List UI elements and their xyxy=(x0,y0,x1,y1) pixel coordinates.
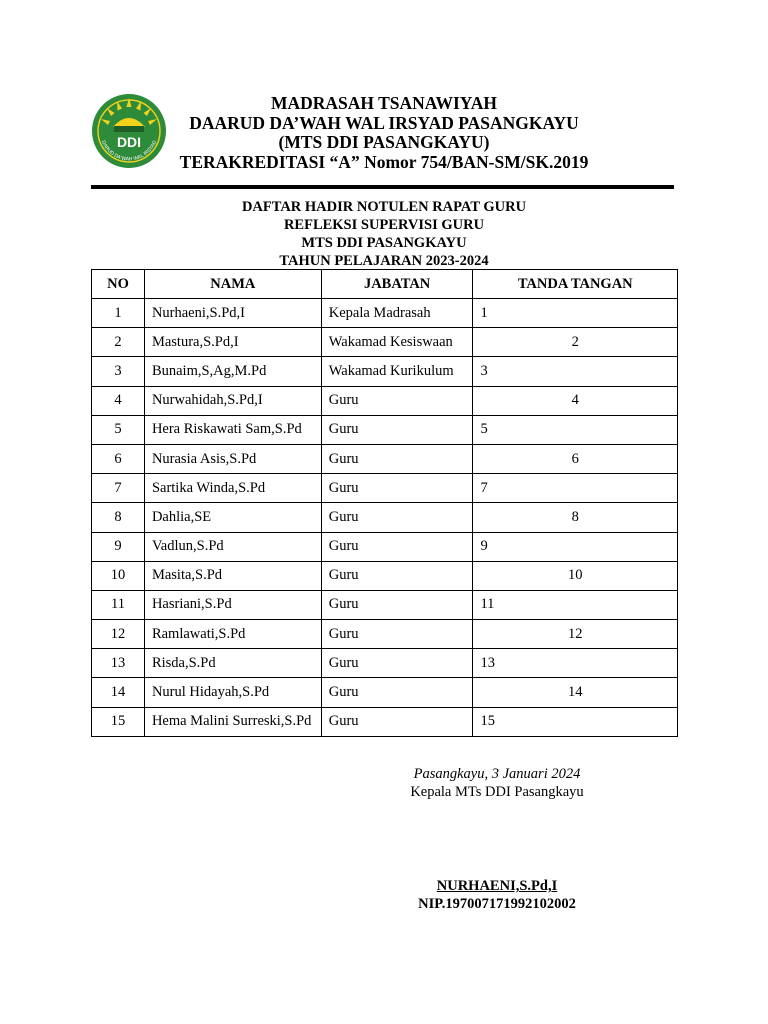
title-line-2: REFLEKSI SUPERVISI GURU xyxy=(283,217,485,233)
column-header-jabatan: JABATAN xyxy=(321,270,473,299)
title-line-1: DAFTAR HADIR NOTULEN RAPAT GURU xyxy=(241,199,527,215)
table-row xyxy=(92,707,678,736)
table-row xyxy=(92,561,678,590)
cell-no: 2 xyxy=(92,328,145,357)
school-logo xyxy=(91,93,167,169)
cell-nama: Hera Riskawati Sam,S.Pd xyxy=(144,415,321,444)
cell-no: 3 xyxy=(92,357,145,386)
cell-nama: Mastura,S.Pd,I xyxy=(144,328,321,357)
cell-jabatan: Kepala Madrasah xyxy=(321,299,473,328)
attendance-table xyxy=(91,269,678,737)
letterhead-line-3: (MTS DDI PASANGKAYU) xyxy=(278,132,490,152)
table-row xyxy=(92,328,678,357)
table-row xyxy=(92,444,678,473)
cell-jabatan: Guru xyxy=(321,620,473,649)
cell-jabatan: Guru xyxy=(321,474,473,503)
cell-tanda-tangan: 9 xyxy=(473,532,678,561)
logo-ring-text: DARUD DA'WAH WAL IRSYAD xyxy=(99,139,159,163)
cell-tanda-tangan: 10 xyxy=(473,561,678,590)
cell-tanda-tangan: 1 xyxy=(473,299,678,328)
cell-nama: Sartika Winda,S.Pd xyxy=(144,474,321,503)
letterhead-line-4: TERAKREDITASI “A” Nomor 754/BAN-SM/SK.2019 xyxy=(179,151,589,172)
column-header-no: NO xyxy=(92,270,145,299)
table-row xyxy=(92,590,678,619)
table-row xyxy=(92,678,678,707)
cell-nama: Hasriani,S.Pd xyxy=(144,590,321,619)
cell-jabatan: Guru xyxy=(321,707,473,736)
cell-tanda-tangan: 2 xyxy=(473,328,678,357)
signer-position: Kepala MTs DDI Pasangkayu xyxy=(410,783,584,800)
cell-no: 4 xyxy=(92,386,145,415)
cell-no: 7 xyxy=(92,474,145,503)
cell-jabatan: Guru xyxy=(321,561,473,590)
table-row xyxy=(92,299,678,328)
logo-text: DDI xyxy=(116,134,142,150)
cell-jabatan: Guru xyxy=(321,678,473,707)
cell-no: 11 xyxy=(92,590,145,619)
cell-tanda-tangan: 6 xyxy=(473,444,678,473)
signature-block xyxy=(384,766,610,913)
table-row xyxy=(92,386,678,415)
cell-nama: Nurul Hidayah,S.Pd xyxy=(144,678,321,707)
cell-tanda-tangan: 12 xyxy=(473,620,678,649)
cell-jabatan: Wakamad Kesiswaan xyxy=(321,328,473,357)
cell-nama: Risda,S.Pd xyxy=(144,649,321,678)
table-row xyxy=(92,649,678,678)
cell-jabatan: Guru xyxy=(321,386,473,415)
cell-tanda-tangan: 5 xyxy=(473,415,678,444)
cell-tanda-tangan: 13 xyxy=(473,649,678,678)
cell-jabatan: Guru xyxy=(321,415,473,444)
cell-tanda-tangan: 3 xyxy=(473,357,678,386)
cell-nama: Hema Malini Surreski,S.Pd xyxy=(144,707,321,736)
cell-no: 5 xyxy=(92,415,145,444)
table-row xyxy=(92,415,678,444)
title-line-4: TAHUN PELAJARAN 2023-2024 xyxy=(279,253,489,269)
title-line-3: MTS DDI PASANGKAYU xyxy=(301,235,467,251)
cell-nama: Dahlia,SE xyxy=(144,503,321,532)
table-row xyxy=(92,503,678,532)
cell-nama: Masita,S.Pd xyxy=(144,561,321,590)
cell-no: 10 xyxy=(92,561,145,590)
cell-no: 9 xyxy=(92,532,145,561)
column-header-tanda-tangan: TANDA TANGAN xyxy=(473,270,678,299)
cell-jabatan: Guru xyxy=(321,444,473,473)
letterhead-divider xyxy=(91,185,674,189)
cell-jabatan: Wakamad Kurikulum xyxy=(321,357,473,386)
cell-no: 8 xyxy=(92,503,145,532)
cell-nama: Ramlawati,S.Pd xyxy=(144,620,321,649)
cell-jabatan: Guru xyxy=(321,649,473,678)
letterhead xyxy=(170,94,598,172)
document-title xyxy=(91,198,677,270)
table-row xyxy=(92,532,678,561)
cell-tanda-tangan: 8 xyxy=(473,503,678,532)
cell-tanda-tangan: 14 xyxy=(473,678,678,707)
cell-tanda-tangan: 11 xyxy=(473,590,678,619)
cell-nama: Nurasia Asis,S.Pd xyxy=(144,444,321,473)
cell-no: 6 xyxy=(92,444,145,473)
column-header-nama: NAMA xyxy=(144,270,321,299)
cell-nama: Nurwahidah,S.Pd,I xyxy=(144,386,321,415)
table-header-row xyxy=(92,270,678,299)
cell-no: 12 xyxy=(92,620,145,649)
cell-nama: Bunaim,S,Ag,M.Pd xyxy=(144,357,321,386)
cell-jabatan: Guru xyxy=(321,532,473,561)
cell-jabatan: Guru xyxy=(321,590,473,619)
letterhead-line-1: MADRASAH TSANAWIYAH xyxy=(270,93,498,113)
signer-nip: NIP.197007171992102002 xyxy=(418,895,576,912)
place-date: Pasangkayu, 3 Januari 2024 xyxy=(413,766,581,782)
cell-tanda-tangan: 15 xyxy=(473,707,678,736)
cell-no: 14 xyxy=(92,678,145,707)
cell-tanda-tangan: 7 xyxy=(473,474,678,503)
cell-nama: Nurhaeni,S.Pd,I xyxy=(144,299,321,328)
cell-no: 13 xyxy=(92,649,145,678)
cell-no: 15 xyxy=(92,707,145,736)
table-row xyxy=(92,620,678,649)
signer-name: NURHAENI,S.Pd,I xyxy=(436,878,558,894)
letterhead-line-2: DAARUD DA’WAH WAL IRSYAD PASANGKAYU xyxy=(189,112,579,133)
table-row xyxy=(92,357,678,386)
cell-nama: Vadlun,S.Pd xyxy=(144,532,321,561)
cell-tanda-tangan: 4 xyxy=(473,386,678,415)
table-row xyxy=(92,474,678,503)
cell-no: 1 xyxy=(92,299,145,328)
cell-jabatan: Guru xyxy=(321,503,473,532)
